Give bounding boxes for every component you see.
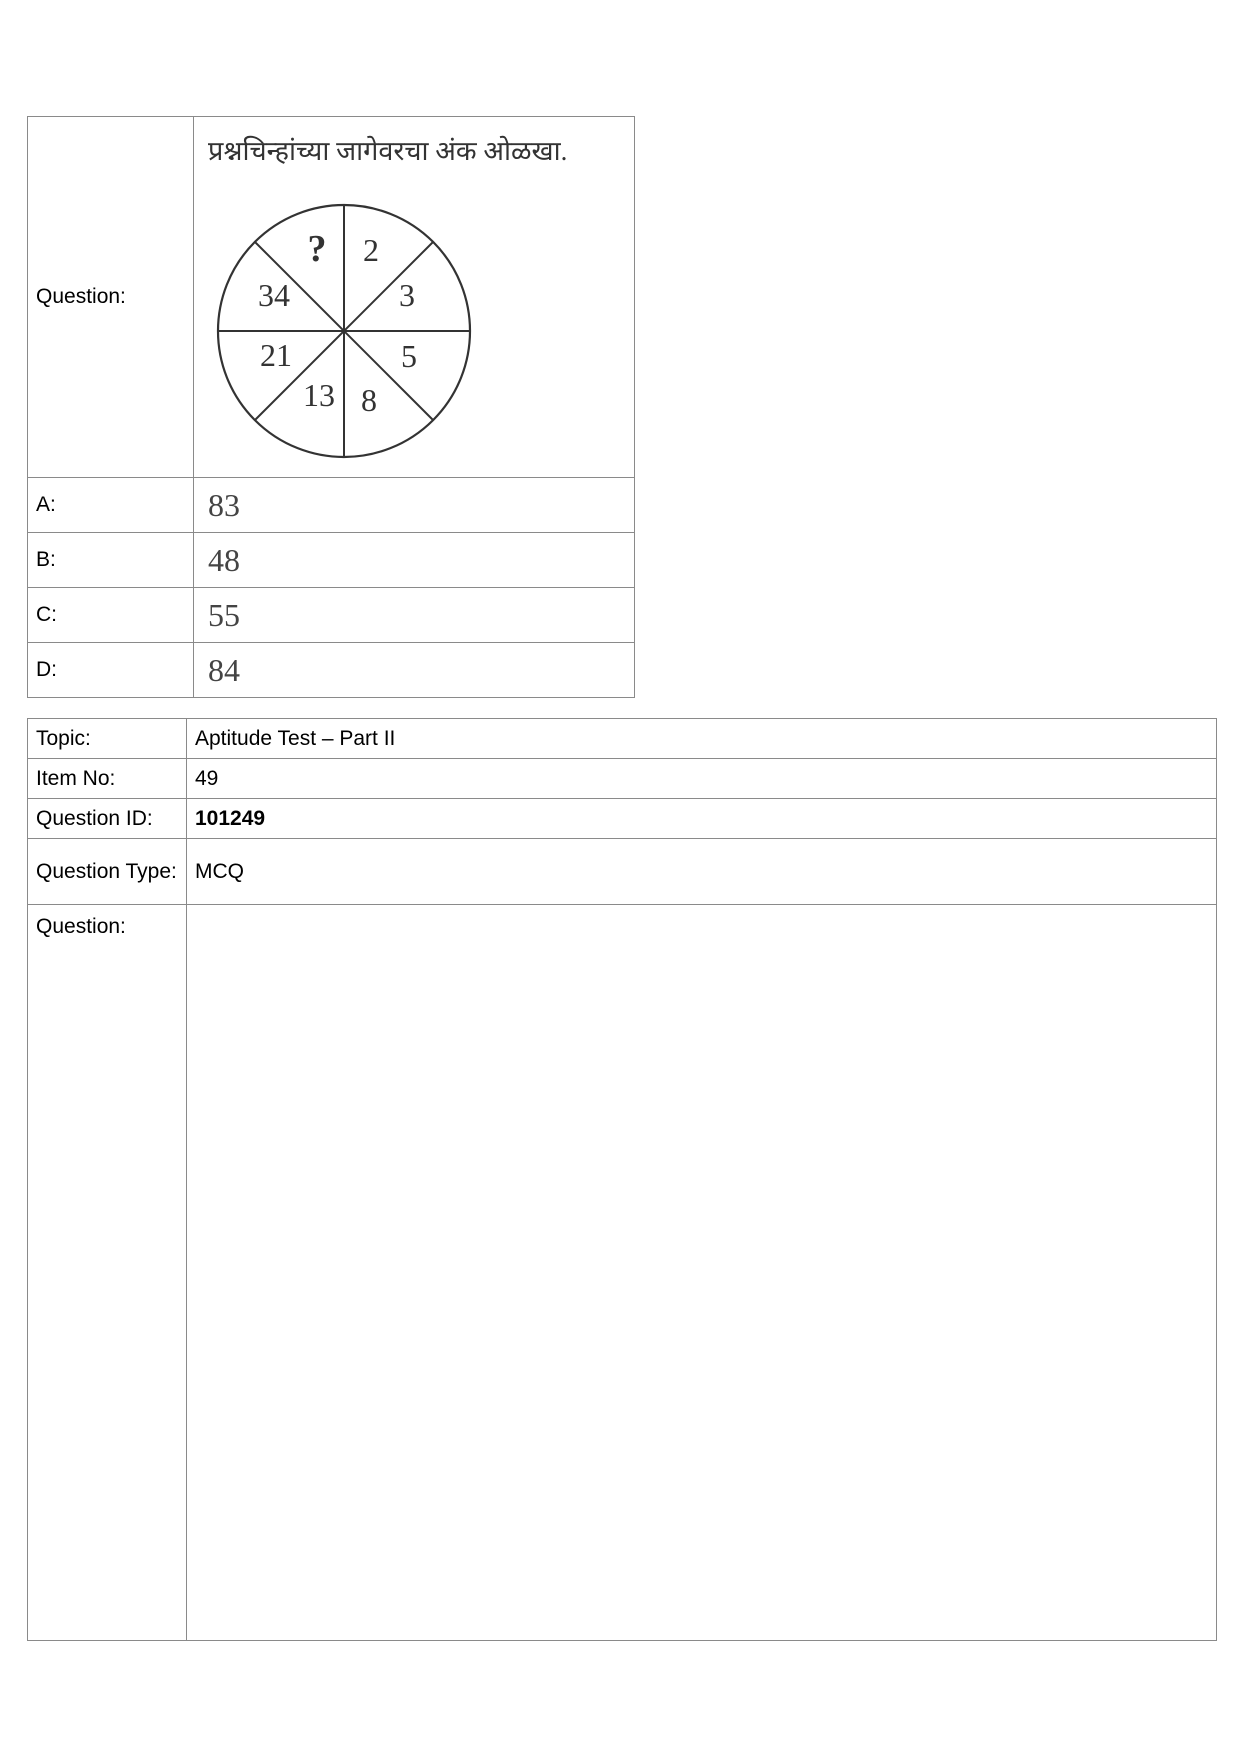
option-label: D: <box>28 643 194 698</box>
question-prompt: प्रश्नचिन्हांच्या जागेवरचा अंक ओळखा. <box>208 136 568 166</box>
option-row-d <box>28 643 635 698</box>
option-row-b <box>28 533 635 588</box>
wheel-label: 3 <box>399 277 415 313</box>
option-label: A: <box>28 478 194 533</box>
item-no-row <box>28 759 1217 799</box>
option-label: C: <box>28 588 194 643</box>
question-type-row <box>28 839 1217 905</box>
question-type-value: MCQ <box>187 839 1217 905</box>
metadata-table <box>27 718 1217 1641</box>
question-body-label: Question: <box>28 905 187 1641</box>
wheel-label: 8 <box>361 382 377 418</box>
question-body-content <box>187 905 1217 1641</box>
question-id-value: 101249 <box>187 799 1217 839</box>
option-value: 55 <box>194 588 635 643</box>
topic-row <box>28 719 1217 759</box>
question-content <box>194 117 635 478</box>
wheel-label: 34 <box>258 277 290 313</box>
wheel-label: 21 <box>260 337 292 373</box>
option-value: 84 <box>194 643 635 698</box>
wheel-label: 2 <box>363 232 379 268</box>
question-body-row <box>28 905 1217 1641</box>
item-no-value: 49 <box>187 759 1217 799</box>
item-no-label: Item No: <box>28 759 187 799</box>
question-label: Question: <box>28 117 194 478</box>
option-value: 83 <box>194 478 635 533</box>
option-row-a <box>28 478 635 533</box>
question-row <box>28 117 635 478</box>
option-row-c <box>28 588 635 643</box>
question-id-label: Question ID: <box>28 799 187 839</box>
wheel-label: 13 <box>303 377 335 413</box>
question-table <box>27 116 635 698</box>
option-label: B: <box>28 533 194 588</box>
wheel-label: 5 <box>401 338 417 374</box>
question-id-row <box>28 799 1217 839</box>
number-wheel-figure <box>194 171 634 471</box>
wheel-label-unknown: ? <box>307 228 327 270</box>
option-value: 48 <box>194 533 635 588</box>
topic-label: Topic: <box>28 719 187 759</box>
topic-value: Aptitude Test – Part II <box>187 719 1217 759</box>
question-type-label: Question Type: <box>28 839 187 905</box>
